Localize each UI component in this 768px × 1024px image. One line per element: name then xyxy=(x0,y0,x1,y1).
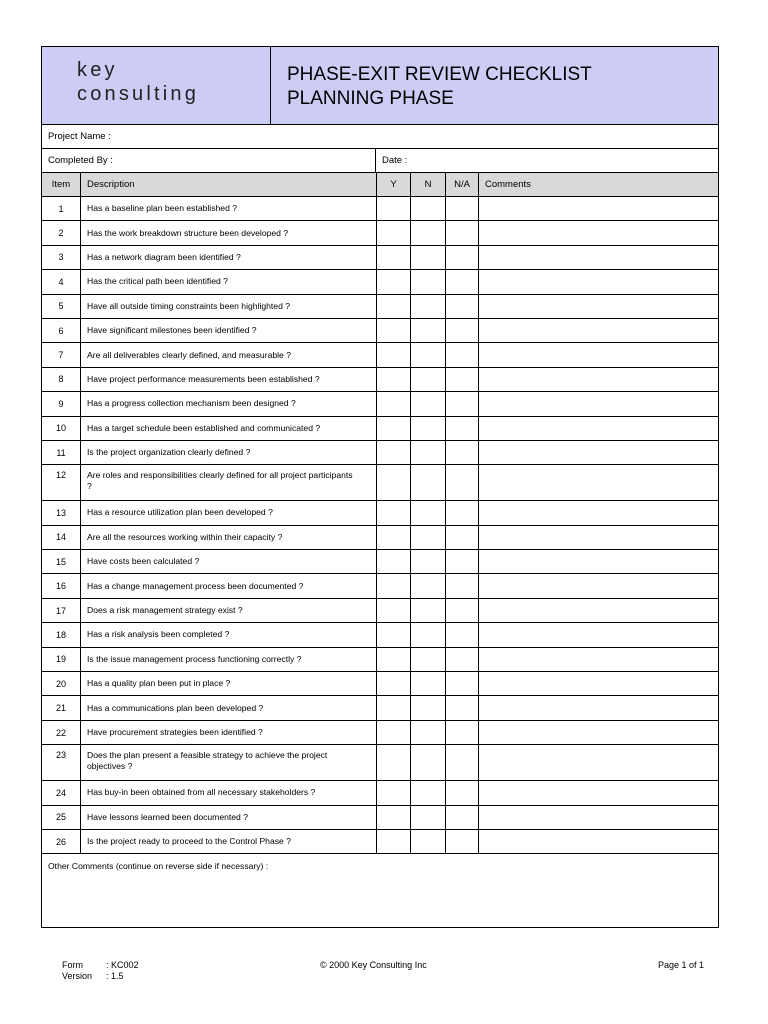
comment-field[interactable] xyxy=(479,246,718,269)
version-value: : 1.5 xyxy=(106,971,124,981)
checklist-items xyxy=(42,197,718,854)
no-checkbox[interactable] xyxy=(411,721,446,744)
no-checkbox[interactable] xyxy=(411,526,446,549)
yes-checkbox[interactable] xyxy=(377,246,411,269)
other-comments-box[interactable]: Other Comments (continue on reverse side if necessary) : xyxy=(48,861,269,872)
yes-checkbox[interactable] xyxy=(377,501,411,524)
item-number: 23 xyxy=(42,745,81,780)
comment-field[interactable] xyxy=(479,270,718,293)
na-checkbox[interactable] xyxy=(446,221,479,244)
item-description: Are roles and responsibilities clearly defined for all project participants ? xyxy=(81,465,377,500)
date-field[interactable]: Date : xyxy=(382,155,408,166)
item-number: 19 xyxy=(42,648,81,671)
checklist-row xyxy=(42,781,718,805)
yes-checkbox[interactable] xyxy=(377,696,411,719)
item-description: Are all the resources working within their capacity ? xyxy=(81,526,377,549)
na-checkbox[interactable] xyxy=(446,745,479,780)
na-checkbox[interactable] xyxy=(446,526,479,549)
na-checkbox[interactable] xyxy=(446,368,479,391)
no-checkbox[interactable] xyxy=(411,295,446,318)
no-checkbox[interactable] xyxy=(411,806,446,829)
no-checkbox[interactable] xyxy=(411,745,446,780)
item-number: 7 xyxy=(42,343,81,366)
no-checkbox[interactable] xyxy=(411,392,446,415)
comment-field[interactable] xyxy=(479,599,718,622)
no-checkbox[interactable] xyxy=(411,197,446,220)
item-number: 21 xyxy=(42,696,81,719)
na-checkbox[interactable] xyxy=(446,696,479,719)
checklist-row xyxy=(42,319,718,343)
yes-checkbox[interactable] xyxy=(377,599,411,622)
na-checkbox[interactable] xyxy=(446,501,479,524)
na-checkbox[interactable] xyxy=(446,295,479,318)
item-number: 14 xyxy=(42,526,81,549)
yes-checkbox[interactable] xyxy=(377,672,411,695)
checklist-row xyxy=(42,343,718,367)
comment-field[interactable] xyxy=(479,221,718,244)
checklist-row xyxy=(42,721,718,745)
no-checkbox[interactable] xyxy=(411,465,446,500)
item-number: 8 xyxy=(42,368,81,391)
yes-checkbox[interactable] xyxy=(377,465,411,500)
checklist-row xyxy=(42,623,718,647)
title-line-2: PLANNING PHASE xyxy=(287,88,454,109)
checklist-row xyxy=(42,696,718,720)
na-checkbox[interactable] xyxy=(446,441,479,464)
item-description: Have costs been calculated ? xyxy=(81,550,377,573)
no-checkbox[interactable] xyxy=(411,672,446,695)
checklist-row xyxy=(42,392,718,416)
checklist-row xyxy=(42,295,718,319)
item-number: 25 xyxy=(42,806,81,829)
item-number: 9 xyxy=(42,392,81,415)
comment-field[interactable] xyxy=(479,526,718,549)
item-description: Is the project organization clearly defined ? xyxy=(81,441,377,464)
checklist-row xyxy=(42,270,718,294)
item-number: 3 xyxy=(42,246,81,269)
comment-field[interactable] xyxy=(479,574,718,597)
comment-field[interactable] xyxy=(479,721,718,744)
form-label: Form xyxy=(62,960,83,970)
no-checkbox[interactable] xyxy=(411,246,446,269)
na-checkbox[interactable] xyxy=(446,721,479,744)
item-description: Has a quality plan been put in place ? xyxy=(81,672,377,695)
checklist-row xyxy=(42,221,718,245)
comment-field[interactable] xyxy=(479,550,718,573)
comment-field[interactable] xyxy=(479,648,718,671)
comment-field[interactable] xyxy=(479,417,718,440)
item-description: Has a resource utilization plan been developed ? xyxy=(81,501,377,524)
yes-checkbox[interactable] xyxy=(377,197,411,220)
checklist-row xyxy=(42,648,718,672)
no-checkbox[interactable] xyxy=(411,368,446,391)
comment-field[interactable] xyxy=(479,623,718,646)
col-na: N/A xyxy=(446,173,479,196)
comment-field[interactable] xyxy=(479,295,718,318)
no-checkbox[interactable] xyxy=(411,501,446,524)
na-checkbox[interactable] xyxy=(446,343,479,366)
col-y: Y xyxy=(377,173,411,196)
project-name-row xyxy=(42,125,718,149)
checklist-row xyxy=(42,417,718,441)
logo-line-1: key xyxy=(77,59,118,81)
na-checkbox[interactable] xyxy=(446,574,479,597)
project-name-field[interactable]: Project Name : xyxy=(48,131,111,142)
comment-field[interactable] xyxy=(479,368,718,391)
checklist-row xyxy=(42,246,718,270)
na-checkbox[interactable] xyxy=(446,270,479,293)
checklist-row xyxy=(42,672,718,696)
na-checkbox[interactable] xyxy=(446,246,479,269)
title-line-1: PHASE-EXIT REVIEW CHECKLIST xyxy=(287,64,592,85)
comment-field[interactable] xyxy=(479,672,718,695)
checklist-row xyxy=(42,830,718,854)
item-description: Does a risk management strategy exist ? xyxy=(81,599,377,622)
na-checkbox[interactable] xyxy=(446,197,479,220)
na-checkbox[interactable] xyxy=(446,392,479,415)
item-description: Are all deliverables clearly defined, and measurable ? xyxy=(81,343,377,366)
no-checkbox[interactable] xyxy=(411,830,446,853)
na-checkbox[interactable] xyxy=(446,781,479,804)
no-checkbox[interactable] xyxy=(411,781,446,804)
item-description: Have significant milestones been identified ? xyxy=(81,319,377,342)
item-number: 6 xyxy=(42,319,81,342)
item-description: Is the project ready to proceed to the Control Phase ? xyxy=(81,830,377,853)
no-checkbox[interactable] xyxy=(411,574,446,597)
yes-checkbox[interactable] xyxy=(377,270,411,293)
item-number: 11 xyxy=(42,441,81,464)
no-checkbox[interactable] xyxy=(411,550,446,573)
checklist-row xyxy=(42,441,718,465)
na-checkbox[interactable] xyxy=(446,465,479,500)
item-description: Has a progress collection mechanism been designed ? xyxy=(81,392,377,415)
yes-checkbox[interactable] xyxy=(377,221,411,244)
item-description: Has a communications plan been developed ? xyxy=(81,696,377,719)
comment-field[interactable] xyxy=(479,465,718,500)
column-header-row xyxy=(42,173,718,197)
yes-checkbox[interactable] xyxy=(377,806,411,829)
col-n: N xyxy=(411,173,446,196)
item-number: 17 xyxy=(42,599,81,622)
checklist-row xyxy=(42,574,718,598)
checklist-row xyxy=(42,465,718,501)
comment-field[interactable] xyxy=(479,392,718,415)
company-logo xyxy=(42,47,271,124)
item-description: Has buy-in been obtained from all necessary stakeholders ? xyxy=(81,781,377,804)
item-number: 20 xyxy=(42,672,81,695)
checklist-row xyxy=(42,550,718,574)
item-description: Has the critical path been identified ? xyxy=(81,270,377,293)
logo-line-2: consulting xyxy=(77,83,200,105)
yes-checkbox[interactable] xyxy=(377,319,411,342)
checklist-row xyxy=(42,197,718,221)
item-description: Has the work breakdown structure been developed ? xyxy=(81,221,377,244)
yes-checkbox[interactable] xyxy=(377,441,411,464)
form-info xyxy=(62,960,150,982)
na-checkbox[interactable] xyxy=(446,417,479,440)
na-checkbox[interactable] xyxy=(446,806,479,829)
yes-checkbox[interactable] xyxy=(377,745,411,780)
form-value: : KC002 xyxy=(106,960,139,970)
col-comments: Comments xyxy=(485,179,531,190)
item-number: 1 xyxy=(42,197,81,220)
comment-field[interactable] xyxy=(479,781,718,804)
col-item: Item xyxy=(42,173,81,196)
item-number: 5 xyxy=(42,295,81,318)
form-header xyxy=(42,47,718,125)
yes-checkbox[interactable] xyxy=(377,417,411,440)
na-checkbox[interactable] xyxy=(446,830,479,853)
item-number: 24 xyxy=(42,781,81,804)
yes-checkbox[interactable] xyxy=(377,368,411,391)
page-number: Page 1 of 1 xyxy=(657,960,704,970)
item-number: 18 xyxy=(42,623,81,646)
comment-field[interactable] xyxy=(479,745,718,780)
item-number: 12 xyxy=(42,465,81,500)
item-description: Have project performance measurements been established ? xyxy=(81,368,377,391)
comment-field[interactable] xyxy=(479,343,718,366)
checklist-row xyxy=(42,745,718,781)
checklist-form xyxy=(41,46,719,928)
yes-checkbox[interactable] xyxy=(377,526,411,549)
completed-date-row xyxy=(42,149,718,173)
item-description: Have lessons learned been documented ? xyxy=(81,806,377,829)
no-checkbox[interactable] xyxy=(411,417,446,440)
item-number: 10 xyxy=(42,417,81,440)
no-checkbox[interactable] xyxy=(411,648,446,671)
comment-field[interactable] xyxy=(479,696,718,719)
na-checkbox[interactable] xyxy=(446,319,479,342)
form-title xyxy=(271,47,718,124)
na-checkbox[interactable] xyxy=(446,623,479,646)
comment-field[interactable] xyxy=(479,319,718,342)
checklist-row xyxy=(42,599,718,623)
item-description: Is the issue management process functioning correctly ? xyxy=(81,648,377,671)
yes-checkbox[interactable] xyxy=(377,648,411,671)
col-description: Description xyxy=(81,173,377,196)
copyright: © 2000 Key Consulting Inc xyxy=(320,960,427,970)
comment-field[interactable] xyxy=(479,501,718,524)
comment-field[interactable] xyxy=(479,830,718,853)
item-description: Has a network diagram been identified ? xyxy=(81,246,377,269)
checklist-row xyxy=(42,501,718,525)
checklist-row xyxy=(42,368,718,392)
item-description: Has a risk analysis been completed ? xyxy=(81,623,377,646)
item-number: 26 xyxy=(42,830,81,853)
version-label: Version xyxy=(62,971,93,981)
completed-by-field[interactable]: Completed By : xyxy=(42,149,376,172)
checklist-row xyxy=(42,526,718,550)
na-checkbox[interactable] xyxy=(446,648,479,671)
yes-checkbox[interactable] xyxy=(377,343,411,366)
yes-checkbox[interactable] xyxy=(377,550,411,573)
no-checkbox[interactable] xyxy=(411,441,446,464)
item-number: 15 xyxy=(42,550,81,573)
no-checkbox[interactable] xyxy=(411,270,446,293)
item-description: Has a baseline plan been established ? xyxy=(81,197,377,220)
no-checkbox[interactable] xyxy=(411,623,446,646)
no-checkbox[interactable] xyxy=(411,221,446,244)
item-number: 13 xyxy=(42,501,81,524)
yes-checkbox[interactable] xyxy=(377,721,411,744)
no-checkbox[interactable] xyxy=(411,599,446,622)
yes-checkbox[interactable] xyxy=(377,830,411,853)
item-description: Has a change management process been documented ? xyxy=(81,574,377,597)
na-checkbox[interactable] xyxy=(446,672,479,695)
yes-checkbox[interactable] xyxy=(377,781,411,804)
item-description: Have procurement strategies been identified ? xyxy=(81,721,377,744)
na-checkbox[interactable] xyxy=(446,599,479,622)
item-description: Have all outside timing constraints been highlighted ? xyxy=(81,295,377,318)
no-checkbox[interactable] xyxy=(411,343,446,366)
comment-field[interactable] xyxy=(479,806,718,829)
comment-field[interactable] xyxy=(479,441,718,464)
no-checkbox[interactable] xyxy=(411,696,446,719)
item-number: 16 xyxy=(42,574,81,597)
item-number: 2 xyxy=(42,221,81,244)
yes-checkbox[interactable] xyxy=(377,295,411,318)
item-description: Does the plan present a feasible strategy to achieve the project objectives ? xyxy=(81,745,377,780)
item-description: Has a target schedule been established and communicated ? xyxy=(81,417,377,440)
item-number: 22 xyxy=(42,721,81,744)
checklist-row xyxy=(42,806,718,830)
no-checkbox[interactable] xyxy=(411,319,446,342)
yes-checkbox[interactable] xyxy=(377,623,411,646)
na-checkbox[interactable] xyxy=(446,550,479,573)
yes-checkbox[interactable] xyxy=(377,392,411,415)
yes-checkbox[interactable] xyxy=(377,574,411,597)
item-number: 4 xyxy=(42,270,81,293)
comment-field[interactable] xyxy=(479,197,718,220)
